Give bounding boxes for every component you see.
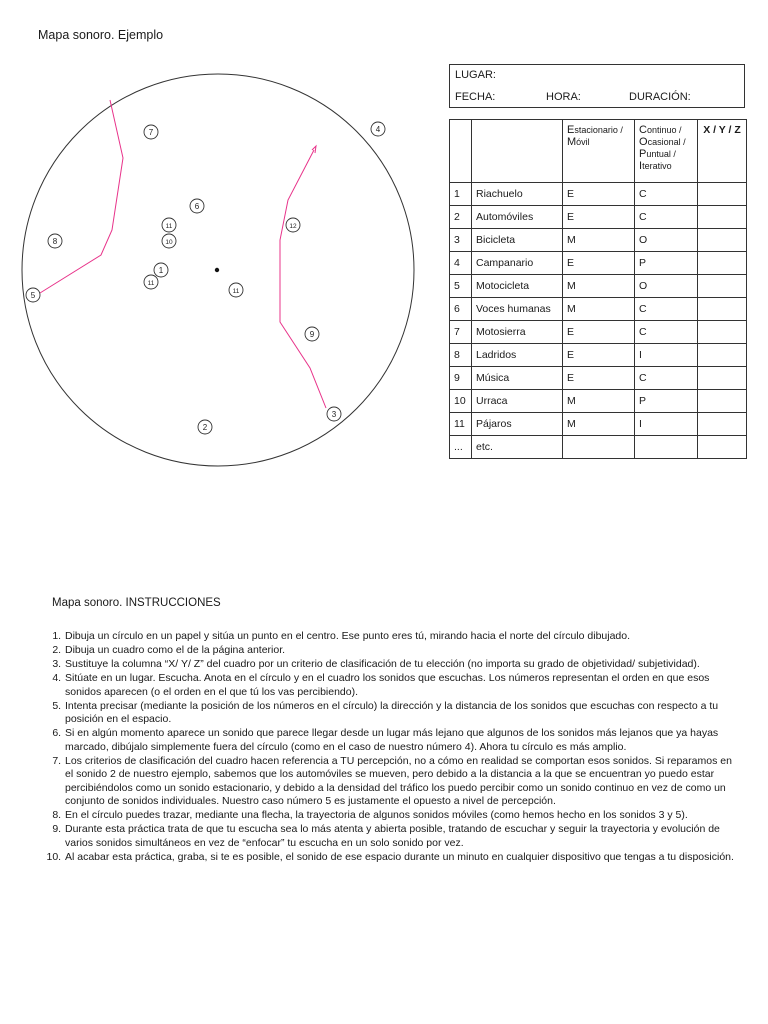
sound-marker-label: 12 — [289, 222, 297, 230]
continuity-value: C — [635, 206, 698, 229]
sound-name: Campanario — [472, 252, 563, 275]
sound-name: Riachuelo — [472, 183, 563, 206]
sound-marker — [154, 263, 168, 277]
lugar-label: LUGAR: — [455, 69, 496, 81]
stationary-mobile-value: E — [563, 321, 635, 344]
stationary-mobile-value — [563, 436, 635, 459]
row-index: 5 — [450, 275, 472, 298]
duracion-label: DURACIÓN: — [629, 91, 691, 103]
table-row — [450, 321, 747, 344]
instruction-item: 9. Durante esta práctica trata de que tu escucha sea lo más atenta y abierta posible, tratando de escuchar y seguir la trayectoria y evolución de varios sonidos simultáneos en vez de “enfocar” tu escucha en un solo sonido por vez. — [64, 823, 734, 850]
table-header-row — [450, 120, 747, 183]
table-row — [450, 436, 747, 459]
sound-marker-label: 10 — [165, 238, 173, 246]
instruction-item: 3. Sustituye la columna “X/ Y/ Z” del cuadro por un criterio de clasificación de tu elección (no importa su grado de objetividad/ subjetividad). — [64, 658, 734, 672]
instruction-item: 1. Dibuja un círculo en un papel y sitúa un punto en el centro. Ese punto eres tú, mirando hacia el norte del círculo dibujado. — [64, 630, 734, 644]
table-row — [450, 413, 747, 436]
sound-marker-label: 1 — [158, 265, 164, 275]
xyz-value — [698, 413, 747, 436]
sound-name: Urraca — [472, 390, 563, 413]
continuity-value: C — [635, 321, 698, 344]
row-index: 9 — [450, 367, 472, 390]
trajectory-lines — [40, 100, 326, 408]
header-xyz: X / Y / Z — [698, 120, 747, 183]
trajectory-3 — [280, 150, 326, 408]
fecha-label: FECHA: — [455, 91, 496, 103]
sound-marker-label: 9 — [309, 329, 315, 339]
instruction-item: 2. Dibuja un cuadro como el de la página anterior. — [64, 644, 734, 658]
header-index — [450, 120, 472, 183]
xyz-value — [698, 183, 747, 206]
page-title: Mapa sonoro. Ejemplo — [38, 28, 164, 42]
sound-marker — [144, 125, 158, 139]
sound-name: Automóviles — [472, 206, 563, 229]
stationary-mobile-value: M — [563, 229, 635, 252]
row-index: 10 — [450, 390, 472, 413]
table-row — [450, 229, 747, 252]
table-row — [450, 206, 747, 229]
header-stationary-mobile: Estacionario / Móvil — [563, 120, 635, 183]
sound-marker-label: 6 — [194, 201, 200, 211]
stationary-mobile-value: M — [563, 390, 635, 413]
xyz-value — [698, 229, 747, 252]
instruction-item: 4. Sitúate en un lugar. Escucha. Anota en el círculo y en el cuadro los sonidos que escuchas. Los números representan el orden en que esos sonidos aparecen (o el orden en el que tú los vas percibiendo). — [64, 672, 734, 699]
continuity-value: C — [635, 367, 698, 390]
xyz-value — [698, 206, 747, 229]
instruction-item: 6. Si en algún momento aparece un sonido que parece llegar desde un lugar más lejano que algunos de los sonidos más lejanos que ya hayas marcado, dibújalo simplemente fuera del círculo (como en el caso de nuestro número 4). Ahora tu círculo es más amplio. — [64, 727, 734, 754]
sound-marker — [229, 283, 243, 297]
row-index: 7 — [450, 321, 472, 344]
xyz-value — [698, 436, 747, 459]
table-row — [450, 298, 747, 321]
table-row — [450, 367, 747, 390]
sound-marker — [286, 218, 300, 232]
sound-marker — [305, 327, 319, 341]
table-row — [450, 252, 747, 275]
sound-name: Música — [472, 367, 563, 390]
instruction-item: 8. En el círculo puedes trazar, mediante una flecha, la trayectoria de algunos sonidos móviles (como hemos hecho en los sonidos 3 y 5). — [64, 809, 734, 823]
table-row — [450, 183, 747, 206]
sound-classification-table — [449, 119, 747, 459]
instruction-item: 10. Al acabar esta práctica, graba, si te es posible, el sonido de ese espacio durante un minuto en cualquier dispositivo que tengas a tu disposición. — [64, 851, 734, 865]
stationary-mobile-value: M — [563, 275, 635, 298]
session-info-box — [449, 64, 745, 108]
sound-marker-label: 11 — [165, 222, 173, 230]
sound-marker-label: 4 — [375, 124, 381, 134]
sound-name: Pájaros — [472, 413, 563, 436]
sound-marker — [198, 420, 212, 434]
row-index: 2 — [450, 206, 472, 229]
sound-marker — [26, 288, 40, 302]
instruction-item: 5. Intenta precisar (mediante la posición de los números en el círculo) la dirección y la distancia de los sonidos que escuchas con respecto a tu posición en el espacio. — [64, 700, 734, 727]
stationary-mobile-value: E — [563, 183, 635, 206]
sound-marker-label: 3 — [331, 409, 337, 419]
listener-point — [215, 268, 219, 272]
xyz-value — [698, 321, 747, 344]
sound-name: Ladridos — [472, 344, 563, 367]
table-row — [450, 275, 747, 298]
table-row — [450, 390, 747, 413]
stationary-mobile-value: E — [563, 367, 635, 390]
stationary-mobile-value: E — [563, 252, 635, 275]
xyz-value — [698, 367, 747, 390]
continuity-value: C — [635, 183, 698, 206]
row-index: ... — [450, 436, 472, 459]
row-index: 3 — [450, 229, 472, 252]
sound-marker-label: 5 — [30, 290, 36, 300]
sound-name: Voces humanas — [472, 298, 563, 321]
sound-marker — [371, 122, 385, 136]
stationary-mobile-value: E — [563, 344, 635, 367]
continuity-value: C — [635, 298, 698, 321]
sound-marker-label: 11 — [232, 287, 240, 295]
sound-name: etc. — [472, 436, 563, 459]
row-index: 11 — [450, 413, 472, 436]
xyz-value — [698, 390, 747, 413]
sound-marker — [48, 234, 62, 248]
header-continuity: Continuo / Ocasional / Puntual / Iterativo — [635, 120, 698, 183]
sound-name: Motosierra — [472, 321, 563, 344]
row-index: 4 — [450, 252, 472, 275]
stationary-mobile-value: M — [563, 298, 635, 321]
xyz-value — [698, 298, 747, 321]
sound-name: Bicicleta — [472, 229, 563, 252]
stationary-mobile-value: E — [563, 206, 635, 229]
row-index: 6 — [450, 298, 472, 321]
row-index: 1 — [450, 183, 472, 206]
instructions-list — [50, 630, 734, 865]
continuity-value: P — [635, 252, 698, 275]
continuity-value: O — [635, 275, 698, 298]
continuity-value: I — [635, 413, 698, 436]
continuity-value: I — [635, 344, 698, 367]
sound-marker — [162, 218, 176, 232]
sound-marker — [327, 407, 341, 421]
sound-marker-label: 7 — [148, 127, 154, 137]
xyz-value — [698, 275, 747, 298]
continuity-value: O — [635, 229, 698, 252]
sound-marker — [144, 275, 158, 289]
sound-marker-label: 11 — [147, 279, 155, 287]
stationary-mobile-value: M — [563, 413, 635, 436]
sound-name: Motocicleta — [472, 275, 563, 298]
hora-label: HORA: — [546, 91, 581, 103]
sound-marker — [162, 234, 176, 248]
xyz-value — [698, 252, 747, 275]
instructions-title: Mapa sonoro. INSTRUCCIONES — [52, 597, 221, 609]
instruction-item: 7. Los criterios de clasificación del cuadro hacen referencia a TU percepción, no a cómo en realidad se comportan esos sonidos. Si reparamos en el sonido 2 de nuestro ejemplo, sabemos que los automóviles se mueven, pero debido a la distancia a la que se encuentran yo puedo estar percibiéndolos como un sonido estacionario, y debido a la densidad del tráfico los puedo percibir como un sonido continuo en vez de como un conjunto de sonidos individuales. Nuestro caso número 5 es justamente el opuesto a nivel de percepción. — [64, 755, 734, 809]
xyz-value — [698, 344, 747, 367]
sound-marker-label: 2 — [202, 422, 208, 432]
row-index: 8 — [450, 344, 472, 367]
header-sound — [472, 120, 563, 183]
sound-marker-label: 8 — [52, 236, 58, 246]
continuity-value: P — [635, 390, 698, 413]
table-row — [450, 344, 747, 367]
sound-marker — [190, 199, 204, 213]
continuity-value — [635, 436, 698, 459]
